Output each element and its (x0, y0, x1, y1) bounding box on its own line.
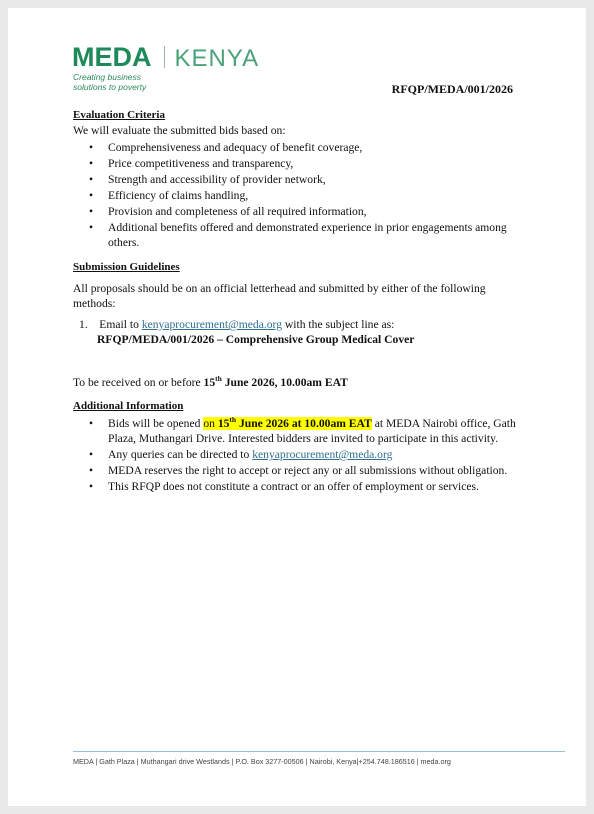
bullet-icon: • (89, 417, 94, 430)
tagline-line-1: Creating business (73, 72, 142, 82)
list-item: • MEDA reserves the right to accept or reject any or all submissions without obligation. (89, 464, 508, 477)
tagline-line-2: solutions to poverty (73, 82, 147, 92)
additional-heading: Additional Information (73, 400, 184, 412)
bullet-icon: • (89, 205, 94, 218)
meda-logo (72, 42, 259, 73)
document-page (8, 8, 586, 806)
document-body (73, 108, 523, 495)
email-link[interactable]: kenyaprocurement@meda.org (141, 318, 283, 331)
list-item: • Strength and accessibility of provider network, (89, 173, 326, 186)
deadline-text: To be received on or before 15th June 2026, 10.00am EAT (73, 374, 348, 389)
bullet-icon: • (89, 221, 94, 234)
bullet-icon: • (89, 189, 94, 202)
reference-number: RFQP/MEDA/001/2026 (391, 82, 513, 96)
item-number: 1. (79, 318, 88, 331)
footer-divider (73, 751, 565, 752)
list-item: • Bids will be opened on 15th June 2026 at 10.00am EAT at MEDA Nairobi office, Gath Plaza, Muthangari Drive. Interested bidders are invited to participate in this activity. (89, 415, 516, 445)
list-item: • Efficiency of claims handling, (89, 189, 249, 202)
evaluation-heading: Evaluation Criteria (73, 109, 165, 121)
list-item: • Any queries can be directed to kenyaprocurement@meda.org (89, 448, 393, 461)
highlighted-date: on 15th June 2026 at 10.00am EAT (203, 415, 372, 430)
bullet-icon: • (89, 448, 94, 461)
submission-heading: Submission Guidelines (73, 261, 180, 273)
submission-method-1: 1. Email to kenyaprocurement@meda.org with the subject line as: (79, 318, 395, 331)
list-item: • Price competitiveness and transparency, (89, 157, 294, 170)
logo-country: KENYA (174, 45, 260, 72)
list-item: • Comprehensiveness and adequacy of benefit coverage, (89, 141, 363, 154)
evaluation-intro: We will evaluate the submitted bids based on: (73, 124, 286, 137)
email-link[interactable]: kenyaprocurement@meda.org (252, 448, 393, 461)
footer-text: MEDA | Gath Plaza | Muthangari drive Westlands | P.O. Box 3277-00506 | Nairobi, Kenya|+254.748.186516 | meda.org (73, 757, 451, 766)
list-item: • Additional benefits offered and demonstrated experience in prior engagements among others. (89, 221, 507, 249)
list-item: • Provision and completeness of all required information, (89, 205, 367, 218)
list-item: • This RFQP does not constitute a contract or an offer of employment or services. (89, 480, 479, 493)
bullet-icon: • (89, 141, 94, 154)
bullet-icon: • (89, 480, 94, 493)
subject-line: RFQP/MEDA/001/2026 – Comprehensive Group Medical Cover (97, 333, 415, 346)
submission-text: All proposals should be on an official letterhead and submitted by either of the following methods: (73, 282, 486, 310)
additional-list (73, 416, 523, 494)
logo-tagline (73, 72, 146, 92)
bullet-icon: • (89, 464, 94, 477)
bullet-icon: • (89, 173, 94, 186)
criteria-list (73, 140, 523, 250)
logo-wordmark: MEDA (72, 42, 152, 72)
logo-separator (164, 46, 165, 68)
bullet-icon: • (89, 157, 94, 170)
